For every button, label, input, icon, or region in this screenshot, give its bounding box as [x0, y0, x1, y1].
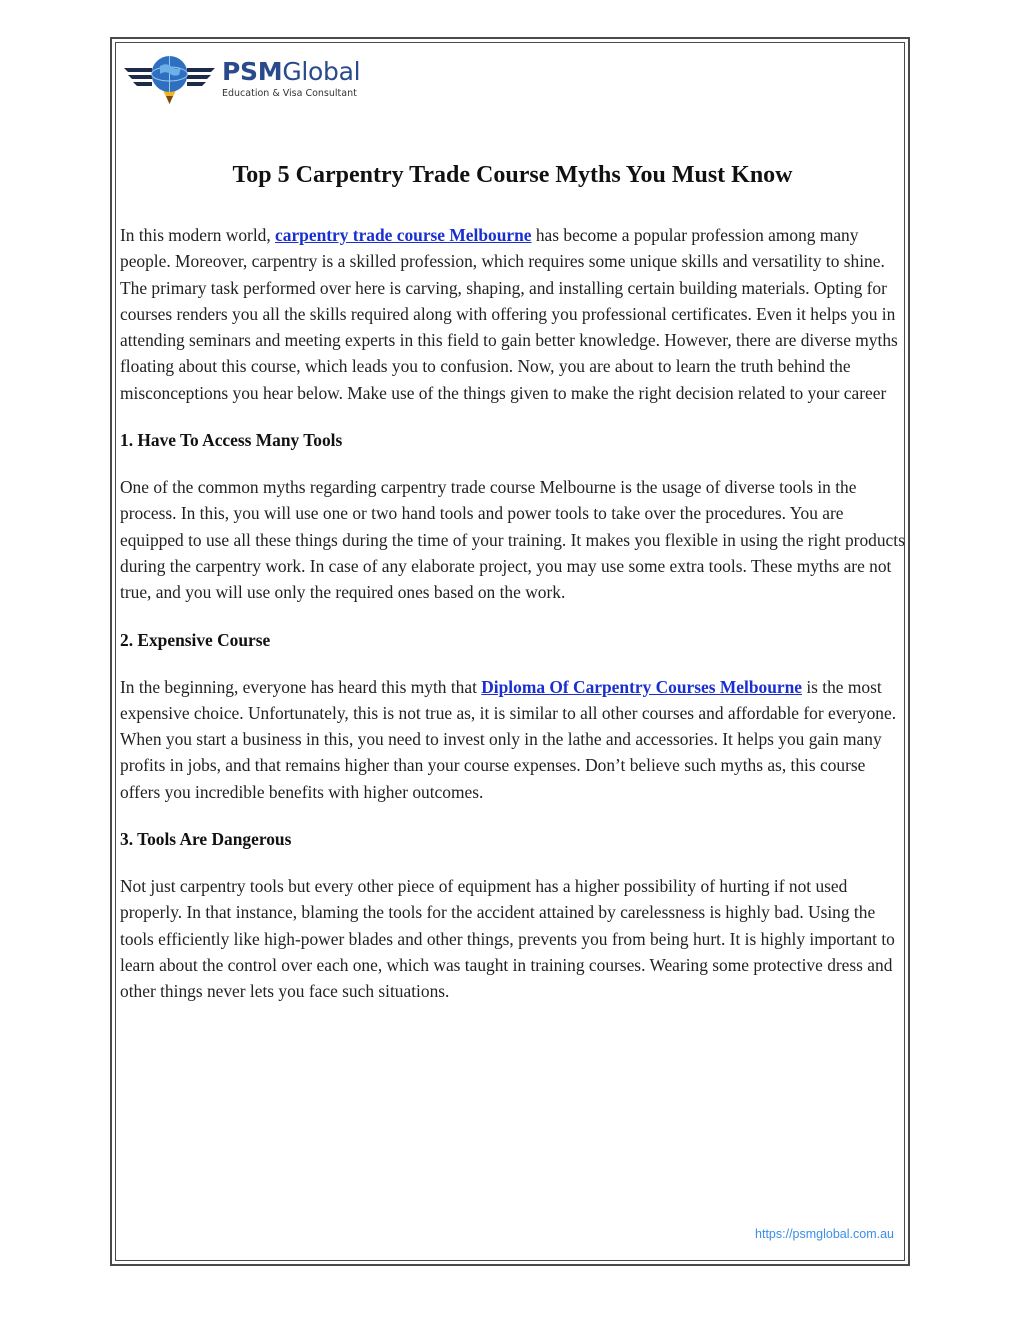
brand-name-bold: PSM — [222, 57, 283, 86]
winged-globe-logo-icon — [122, 54, 217, 106]
section-paragraph-2 — [120, 674, 905, 805]
intro-paragraph — [120, 222, 905, 406]
section2-text-start: In the beginning, everyone has heard this myth that — [120, 676, 482, 697]
section-heading-3: 3. Tools Are Dangerous — [120, 829, 292, 850]
section-paragraph-3: Not just carpentry tools but every other piece of equipment has a higher possibility of hurting if not used properly. In that instance, blaming the tools for the accident attained by carelessness is highly bad. Using the tools efficiently like high-power blades and other things, prevents you from being hurt. It is highly important to learn about the control over each one, which was taught in training courses. Wearing some protective dress and other things never lets you face such situations. — [120, 876, 895, 1002]
article-title: Top 5 Carpentry Trade Course Myths You Must Know — [232, 162, 793, 188]
section-paragraph-1: One of the common myths regarding carpentry trade course Melbourne is the usage of diverse tools in the process. In this, you will use one or two hand tools and power tools to take over the procedures. You are equipped to use all these things during the time of your training. It makes you flexible in using the right products during the carpentry work. In case of any elaborate project, you may use some extra tools. These myths are not true, and you will use only the required ones based on the work. — [120, 477, 905, 603]
intro-text-end: has become a popular profession among many people. Moreover, carpentry is a skilled profession, which requires some unique skills and versatility to shine. The primary task performed over here is carving, shaping, and installing certain building materials. Opting for courses renders you all the skills required along with offering you professional certificates. Even it helps you in attending seminars and meeting experts in this field to gain better knowledge. However, there are diverse myths floating about this course, which leads you to confusion. Now, you are about to learn the truth behind the misconceptions you hear below. Make use of the things given to make the right decision related to your career — [120, 225, 898, 403]
carpentry-course-link[interactable]: carpentry trade course Melbourne — [275, 225, 532, 245]
section-heading-1: 1. Have To Access Many Tools — [120, 430, 343, 451]
section-heading-2: 2. Expensive Course — [120, 629, 271, 650]
brand-name — [222, 58, 360, 86]
diploma-course-link[interactable]: Diploma Of Carpentry Courses Melbourne — [481, 676, 802, 697]
article — [120, 155, 905, 1026]
intro-text-start: In this modern world, — [120, 225, 276, 245]
logo-wordmark — [222, 58, 360, 99]
brand-name-rest: Global — [282, 57, 361, 86]
footer-website-link[interactable]: https://psmglobal.com.au — [755, 1227, 894, 1241]
section2-text-end: is the most expensive choice. Unfortunately, this is not true as, it is similar to all other courses and affordable for everyone. When you start a business in this, you need to invest only in the lathe and accessories. It helps you gain many profits in jobs, and that remains higher than your course expenses. Don’t believe such myths as, this course offers you incredible benefits with higher outcomes. — [120, 676, 897, 802]
brand-tagline: Education & Visa Consultant — [222, 88, 357, 99]
psmglobal-logo[interactable] — [122, 50, 372, 110]
